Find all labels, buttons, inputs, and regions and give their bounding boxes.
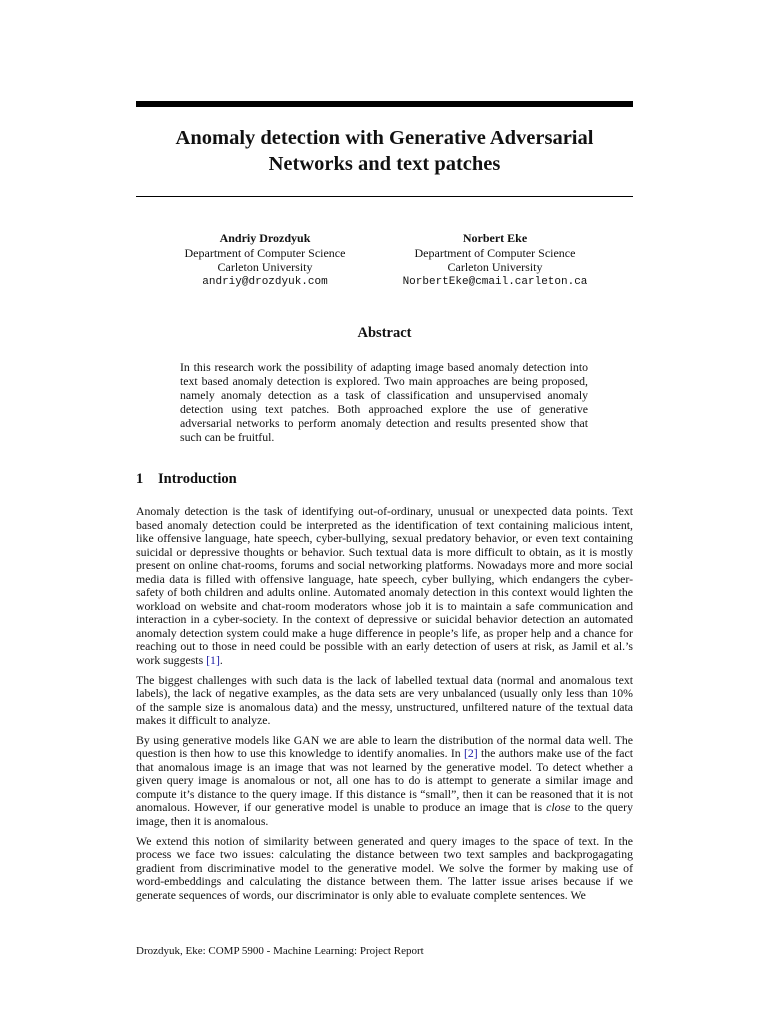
introduction-body: [136, 505, 633, 908]
author-department: Department of Computer Science: [414, 245, 576, 260]
author-university: Carleton University: [217, 260, 313, 275]
paragraph-text: to the query image, then it is anomalous.: [136, 800, 633, 829]
title-top-rule: [136, 101, 633, 107]
author-university: Carleton University: [447, 260, 543, 275]
author-name: Norbert Eke: [462, 231, 528, 245]
paragraph-4: We extend this notion of similarity between generated and query images to the space of text. In the process we face two issues: calculating the distance between two text samples and backprogagating gradient from discriminative model to the generative model. We solve the former by making use of word-embeddings and calculating the distance between them. The latter issue arises because if we generate sequences of words, our discriminator is only able to evaluate complete sentences. We: [136, 833, 633, 902]
author-department: Department of Computer Science: [184, 245, 346, 260]
paragraph-text: .: [219, 653, 223, 668]
emphasized-word: close: [546, 800, 571, 815]
author-block-2: [395, 231, 595, 289]
page-footer: Drozdyuk, Eke: COMP 5900 - Machine Learning: Project Report: [136, 945, 424, 957]
section-title: Introduction: [158, 471, 237, 487]
author-email: andriy@drozdyuk.com: [202, 275, 328, 288]
paragraph-1: [136, 505, 633, 668]
abstract-heading: Abstract: [357, 325, 412, 341]
paragraph-text: Anomaly detection is the task of identifying out-of-ordinary, unusual or unexpected data points. Text based anomaly detection could be interpreted as the identification of text containing malicious intent, like offensive language, hate speech, cyber-bullying, sexual predatory behavior, or even text containing suicidal or depressive thoughts or behavior. Such textual data is more difficult to obtain, as it is mostly present on online chat-rooms, forums and social networking platforms. Nowadays more and more social media data is filled with offensive language, hate speech, cyber bullying, which endangers the cyber-safety of both children and adults online. Automated anomaly detection in this context would lighten the workload on website and chat-room moderators whose job it is to maintain a safe communication and interaction in a cyber-society. In the context of depressive or suicidal behavior detection an automated anomaly detection system could make a huge difference in people’s life, as proper help and a chance for reaching out to those in need could be possible with an early detection of users at risk, as Jamil et al.’s work suggests: [136, 504, 633, 668]
author-email: NorbertEke@cmail.carleton.ca: [402, 275, 588, 288]
paragraph-text: By using generative models like GAN we are able to learn the distribution of the normal data well. The question is then how to use this knowledge to identify anomalies. In: [136, 732, 633, 761]
paragraph-text: the authors make use of the fact that anomalous image is an image that was not learned by the generative model. To detect whether a given query image is anomalous or not, all one has to do is attempt to generate a similar image and compute it’s distance to the query image. If this distance is “small”, then it can be reasoned that it is not anomalous. However, if our generative model is unable to produce an image that is: [136, 746, 633, 815]
abstract-text: In this research work the possibility of adapting image based anomaly detection into text based anomaly detection is explored. Two main approaches are being proposed, namely anomaly detection as a task of classification and unsupervised anomaly detection using text patches. Both approached explore the use of generative adversarial networks to perform anomaly detection and results presented show that such can be fruitful.: [180, 360, 588, 445]
author-name: Andriy Drozdyuk: [219, 231, 311, 245]
paragraph-3: [136, 734, 633, 829]
title-bottom-rule: [136, 196, 633, 197]
paper-title: Anomaly detection with Generative Adversarial Networks and text patches: [175, 127, 594, 175]
section-heading-introduction: [136, 471, 237, 488]
author-block-1: [170, 231, 360, 289]
section-number: 1: [136, 471, 144, 487]
citation-link[interactable]: [1]: [206, 653, 220, 668]
citation-link[interactable]: [2]: [463, 746, 478, 761]
paragraph-2: The biggest challenges with such data is the lack of labelled textual data (normal and anomalous text labels), the lack of negative examples, as the data sets are very unbalanced (usually only less than 10% of the sample size is anomalous data) and the messy, unstructured, unfiltered nature of the textual data makes it difficult to analyze.: [136, 672, 633, 728]
